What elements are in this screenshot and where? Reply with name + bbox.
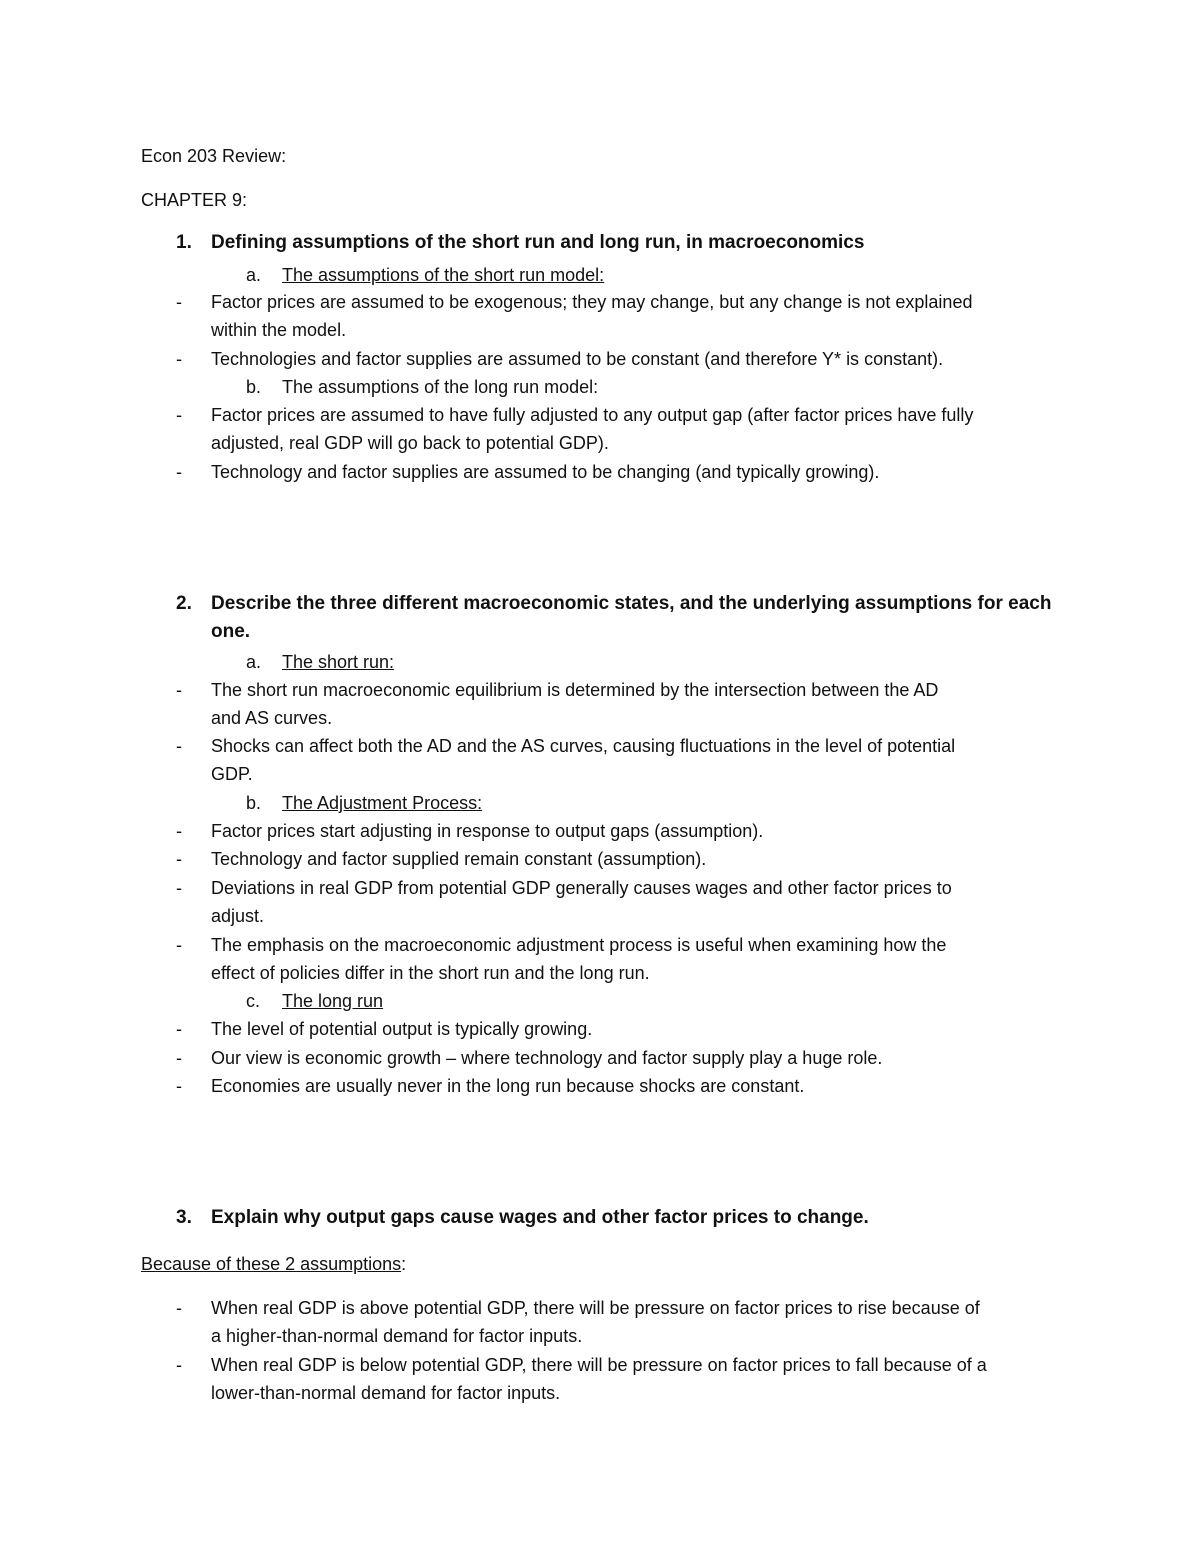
bullet-dash: - [176, 1076, 182, 1096]
q3-bullet-1-line-2: a higher-than-normal demand for factor inputs. [211, 1326, 583, 1346]
bullet-dash: - [176, 462, 182, 482]
q1-b-bullet-2-line-1: Technology and factor supplies are assumed to be changing (and typically growing). [211, 462, 880, 482]
because-label: Because of these 2 assumptions [141, 1254, 402, 1274]
bullet-dash: - [176, 1355, 182, 1375]
q2-a-bullet-2-line-1: Shocks can affect both the AD and the AS curves, causing fluctuations in the level of potential [211, 736, 956, 756]
bullet-dash: - [176, 821, 182, 841]
q2-b-bullet-4-line-2: effect of policies differ in the short run and the long run. [211, 963, 650, 983]
chapter-heading: CHAPTER 9: [141, 190, 248, 210]
q2-c-bullet-2-line-1: Our view is economic growth – where technology and factor supply play a huge role. [211, 1048, 883, 1068]
bullet-dash: - [176, 1298, 182, 1318]
q1-b-heading: The assumptions of the long run model: [282, 377, 599, 397]
bullet-dash: - [176, 349, 182, 369]
because-colon: : [401, 1254, 407, 1274]
bullet-dash: - [176, 680, 182, 700]
q1-b-letter: b. [246, 377, 262, 397]
q2-b-letter: b. [246, 793, 262, 813]
doc-title: Econ 203 Review: [141, 146, 287, 166]
q1-a-letter: a. [246, 265, 262, 285]
q1-b-bullet-1-line-1: Factor prices are assumed to have fully adjusted to any output gap (after factor prices have fully [211, 405, 974, 425]
q2-a-bullet-1-line-2: and AS curves. [211, 708, 333, 728]
bullet-dash: - [176, 935, 182, 955]
q2-b-bullet-4-line-1: The emphasis on the macroeconomic adjustment process is useful when examining how the [211, 935, 947, 955]
q3-bullet-1-line-1: When real GDP is above potential GDP, there will be pressure on factor prices to rise because of [211, 1298, 980, 1318]
because-line [141, 1251, 406, 1277]
q2-c-bullet-3-line-1: Economies are usually never in the long run because shocks are constant. [211, 1076, 805, 1096]
q1-a-heading: The assumptions of the short run model: [282, 265, 605, 285]
q2-b-heading: The Adjustment Process: [282, 793, 483, 813]
q1-number: 1. [176, 232, 192, 253]
q2-a-bullet-2-line-2: GDP. [211, 764, 253, 784]
q2-text-line-2: one. [211, 621, 251, 642]
q2-c-letter: c. [246, 991, 261, 1011]
q3-text: Explain why output gaps cause wages and other factor prices to change. [211, 1207, 869, 1228]
q2-b-bullet-3-line-1: Deviations in real GDP from potential GDP generally causes wages and other factor prices to [211, 878, 952, 898]
bullet-dash: - [176, 1048, 182, 1068]
bullet-dash: - [176, 1019, 182, 1039]
q1-a-bullet-2-line-1: Technologies and factor supplies are assumed to be constant (and therefore Y* is constant). [211, 349, 944, 369]
q3-number: 3. [176, 1207, 192, 1228]
bullet-dash: - [176, 878, 182, 898]
q2-text-line-1: Describe the three different macroeconomic states, and the underlying assumptions for each [211, 593, 1052, 614]
bullet-dash: - [176, 292, 182, 312]
q1-a-bullet-1-line-2: within the model. [211, 320, 347, 340]
q1-a-bullet-1-line-1: Factor prices are assumed to be exogenous; they may change, but any change is not explained [211, 292, 973, 312]
q1-b-bullet-1-line-2: adjusted, real GDP will go back to potential GDP). [211, 433, 609, 453]
q2-b-bullet-1-line-1: Factor prices start adjusting in response to output gaps (assumption). [211, 821, 764, 841]
bullet-dash: - [176, 405, 182, 425]
q2-a-bullet-1-line-1: The short run macroeconomic equilibrium is determined by the intersection between the AD [211, 680, 939, 700]
q2-c-bullet-1-line-1: The level of potential output is typically growing. [211, 1019, 593, 1039]
q2-a-letter: a. [246, 652, 262, 672]
q3-bullet-2-line-1: When real GDP is below potential GDP, there will be pressure on factor prices to fall because of a [211, 1355, 987, 1375]
q2-b-bullet-3-line-2: adjust. [211, 906, 265, 926]
q3-bullet-2-line-2: lower-than-normal demand for factor inputs. [211, 1383, 561, 1403]
q1-text: Defining assumptions of the short run and long run, in macroeconomics [211, 232, 865, 253]
bullet-dash: - [176, 736, 182, 756]
q2-c-heading: The long run [282, 991, 384, 1011]
q2-b-bullet-2-line-1: Technology and factor supplied remain constant (assumption). [211, 849, 707, 869]
bullet-dash: - [176, 849, 182, 869]
q2-number: 2. [176, 593, 192, 614]
q2-a-heading: The short run: [282, 652, 395, 672]
